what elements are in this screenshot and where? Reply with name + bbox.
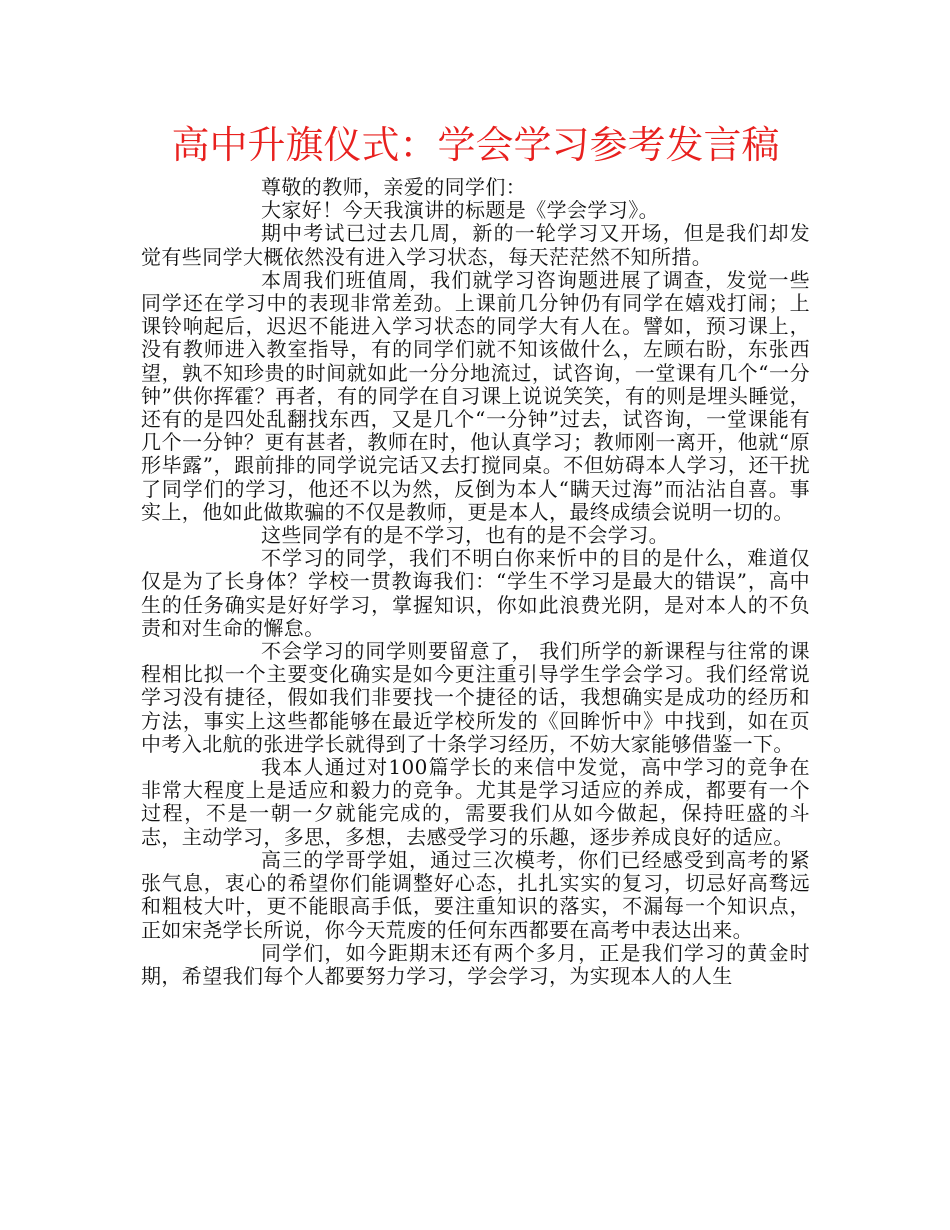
- document-body: [141, 176, 810, 988]
- paragraph-salutation: 尊敬的教师，亲爱的同学们：: [261, 175, 527, 199]
- paragraph: 期中考试已过去几周，新的一轮学习又开场，但是我们却发觉有些同学大概依然没有进入学习状态，每天茫茫然不知所措。: [141, 221, 810, 269]
- paragraph: 我本人通过对100篇学长的来信中发觉，高中学习的竞争在非常大程度上是适应和毅力的竞争。尤其是学习适应的养成，都要有一个过程，不是一朝一夕就能完成的，需要我们从如今做起，保持旺盛的斗志，主动学习，多思，多想，去感受学习的乐趣，逐步养成良好的适应。: [141, 755, 810, 849]
- paragraph: 同学们，如今距期末还有两个多月，正是我们学习的黄金时期，希望我们每个人都要努力学习，学会学习，为实现本人的人生: [141, 940, 810, 988]
- paragraph: 不会学习的同学则要留意了， 我们所学的新课程与往常的课程相比拟一个主要变化确实是如今更注重引导学生学会学习。我们经常说学习没有捷径，假如我们非要找一个捷径的话，我想确实是成功的经历和方法，事实上这些都能够在最近学校所发的《回眸忻中》中找到，如在页中考入北航的张进学长就得到了十条学习经历，不妨大家能够借鉴一下。: [141, 639, 810, 756]
- paragraph: 本周我们班值周，我们就学习咨询题进展了调查，发觉一些同学还在学习中的表现非常差劲。上课前几分钟仍有同学在嬉戏打闹；上课铃响起后，迟迟不能进入学习状态的同学大有人在。譬如，预习课上，没有教师进入教室指导，有的同学们就不知该做什么，左顾右盼，东张西望，孰不知珍贵的时间就如此一分分地流过，试咨询，一堂课有几个“一分钟”供你挥霍？再者，有的同学在自习课上说说笑笑，有的则是埋头睡觉，还有的是四处乱翻找东西，又是几个“一分钟”过去，试咨询，一堂课能有几个一分钟？更有甚者，教师在时，他认真学习；教师刚一离开，他就“原形毕露”，跟前排的同学说完话又去打搅同桌。不但妨碍本人学习，还干扰了同学们的学习，他还不以为然，反倒为本人“瞒天过海”而沾沾自喜。事实上，他如此做欺骗的不仅是教师，更是本人，最终成绩会说明一切的。: [141, 267, 810, 524]
- paragraph: 高三的学哥学姐，通过三次模考，你们已经感受到高考的紧张气息，衷心的希望你们能调整好心态，扎扎实实的复习，切忌好高骛远和粗枝大叶，更不能眼高手低，要注重知识的落实，不漏每一个知识点，正如宋尧学长所说，你今天荒废的任何东西都要在高考中表达出来。: [141, 847, 810, 942]
- paragraph-greeting: 大家好！今天我演讲的标题是《学会学习》。: [261, 198, 659, 223]
- paragraph: 这些同学有的是不学习，也有的是不会学习。: [261, 523, 669, 548]
- document-title: 高中升旗仪式：学会学习参考发言稿: [171, 123, 780, 167]
- paragraph: 不学习的同学，我们不明白你来忻中的目的是什么，难道仅仅是为了长身体？学校一贯教诲我们：“学生不学习是最大的错误”，高中生的任务确实是好好学习，掌握知识，你如此浪费光阴，是对本人的不负责和对生命的懈怠。: [141, 546, 810, 640]
